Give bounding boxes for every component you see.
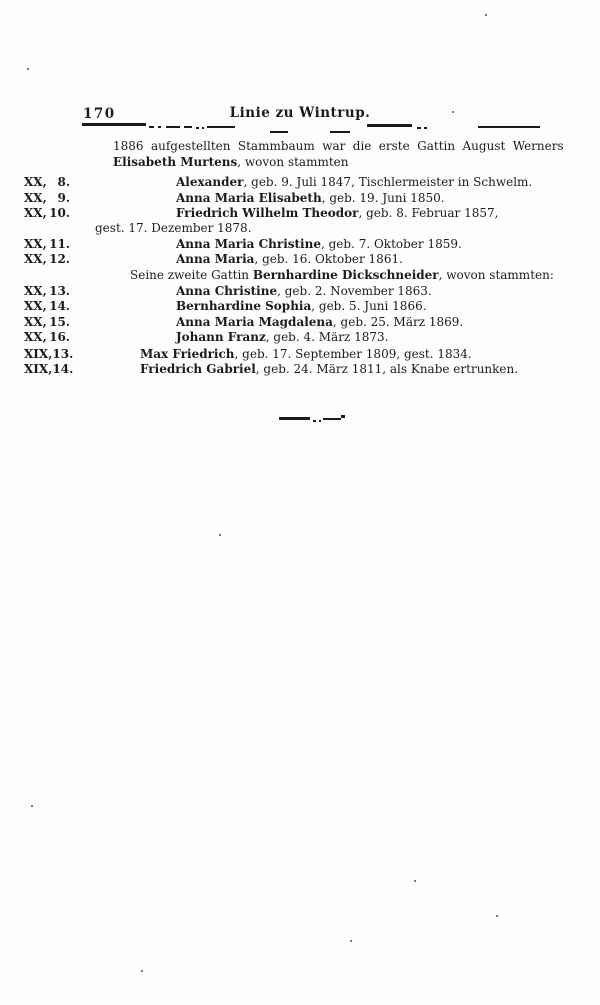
entry-text [130,269,554,282]
entry-text [176,316,463,329]
entry-detail: , geb. 16. Oktober 1861. [254,252,403,266]
entry-detail: , geb. 8. Februar 1857, [358,206,499,220]
running-header-title: Linie zu Wintrup. [229,105,371,121]
entry-reference [24,192,70,205]
entry-detail: , geb. 17. September 1809, gest. 1834. [234,347,472,361]
entry-detail: , geb. 2. November 1863. [277,284,432,298]
section-divider-segment [279,417,310,420]
scan-speck [27,68,29,70]
entry-detail: , geb. 9. Juli 1847, Tischlermeister in Schwelm. [243,175,533,189]
header-rule-segment [270,131,288,133]
entry-text [176,300,427,313]
entry-text [176,253,403,266]
section-divider-segment [323,418,341,420]
scan-speck [31,805,33,807]
header-rule-segment [184,126,192,128]
scan-speck [452,111,454,113]
header-rule-segment [417,127,421,129]
entry-generation: XX, [24,330,47,344]
scan-speck [350,940,352,942]
entry-reference [24,331,70,344]
header-rule-segment [478,126,540,128]
entry-reference [24,316,70,329]
entry-number: 9. [57,191,70,205]
entry-generation: XX, [24,206,47,220]
header-rule-segment [424,127,427,129]
entry-generation: XIX, [24,362,53,376]
person-name: Alexander [176,175,244,189]
entry-text [113,156,348,169]
entry-detail: Seine zweite Gattin [130,268,253,282]
person-name: Anna Maria Christine [176,237,321,251]
entry-number: 10. [49,206,70,220]
section-divider-segment [319,420,321,422]
entry-number: 14. [49,299,70,313]
person-name: Anna Christine [176,284,278,298]
entry-detail: , geb. 24. März 1811, als Knabe ertrunken. [255,362,519,376]
header-rule-segment [202,127,204,129]
entry-number: 16. [49,330,70,344]
section-divider-segment [313,420,316,422]
entry-reference [24,176,70,189]
header-rule-segment [158,126,161,128]
page-number: 170 [83,106,116,122]
person-name: Max Friedrich [140,347,235,361]
entry-generation: XX, [24,284,47,298]
entry-number: 11. [49,237,70,251]
entry-detail: 1886 aufgestellten Stammbaum war die erste Gattin August Werners [113,139,564,153]
entry-text [176,331,388,344]
entry-detail: , wovon stammten: [438,268,554,282]
entry-number: 15. [49,315,70,329]
entry-detail: , geb. 5. Juni 1866. [311,299,427,313]
person-name: Anna Maria Magdalena [176,315,333,329]
scan-speck [141,970,143,972]
person-name: Anna Maria [176,252,255,266]
entry-number: 8. [57,175,70,189]
scan-speck [219,534,221,536]
person-name: Bernhardine Sophia [176,299,312,313]
person-name: Anna Maria Elisabeth [176,191,322,205]
entry-detail: , wovon stammten [237,155,349,169]
entry-detail: , geb. 25. März 1869. [332,315,464,329]
entry-text [140,363,518,376]
header-rule-segment [149,126,154,128]
entry-number: 14. [52,362,74,376]
entry-text [176,207,498,220]
scan-speck [414,880,416,882]
entry-detail: , geb. 7. Oktober 1859. [320,237,462,251]
person-name: Friedrich Gabriel [140,362,256,376]
person-name: Elisabeth Murtens [113,155,238,169]
entry-text [140,348,472,361]
section-divider-segment [341,415,345,418]
entry-generation: XX, [24,299,47,313]
person-name: Bernhardine Dickschneider [252,268,439,282]
header-rule-segment [166,126,180,128]
entry-text [176,285,432,298]
entry-generation: XX, [24,315,47,329]
entry-generation: XX, [24,252,47,266]
person-name: Friedrich Wilhelm Theodor [176,206,359,220]
entry-detail: , geb. 19. Juni 1850. [321,191,445,205]
entry-generation: XX, [24,191,47,205]
entry-text [176,176,532,189]
header-rule-segment [207,126,235,128]
entry-reference [24,207,70,220]
entry-reference [24,238,70,251]
entry-reference [24,300,70,313]
entry-generation: XX, [24,175,47,189]
entry-generation: XIX, [24,347,53,361]
header-rule-segment [367,124,412,127]
header-rule-segment [82,123,146,126]
entry-text [176,238,462,251]
entry-number: 12. [49,252,70,266]
header-rule-segment [330,131,350,133]
entry-reference [24,285,70,298]
entry-reference [24,253,70,266]
entry-number: 13. [52,347,74,361]
entry-text [113,140,564,153]
entry-reference [24,362,74,376]
scan-speck [485,14,487,16]
entry-number: 13. [49,284,70,298]
header-rule-segment [196,127,199,129]
scan-speck [496,915,498,917]
entry-detail: gest. 17. Dezember 1878. [95,221,252,235]
person-name: Johann Franz [176,330,266,344]
entry-generation: XX, [24,237,47,251]
entry-reference [24,347,74,361]
entry-text [95,222,252,235]
entry-text [176,192,445,205]
entry-detail: , geb. 4. März 1873. [265,330,389,344]
